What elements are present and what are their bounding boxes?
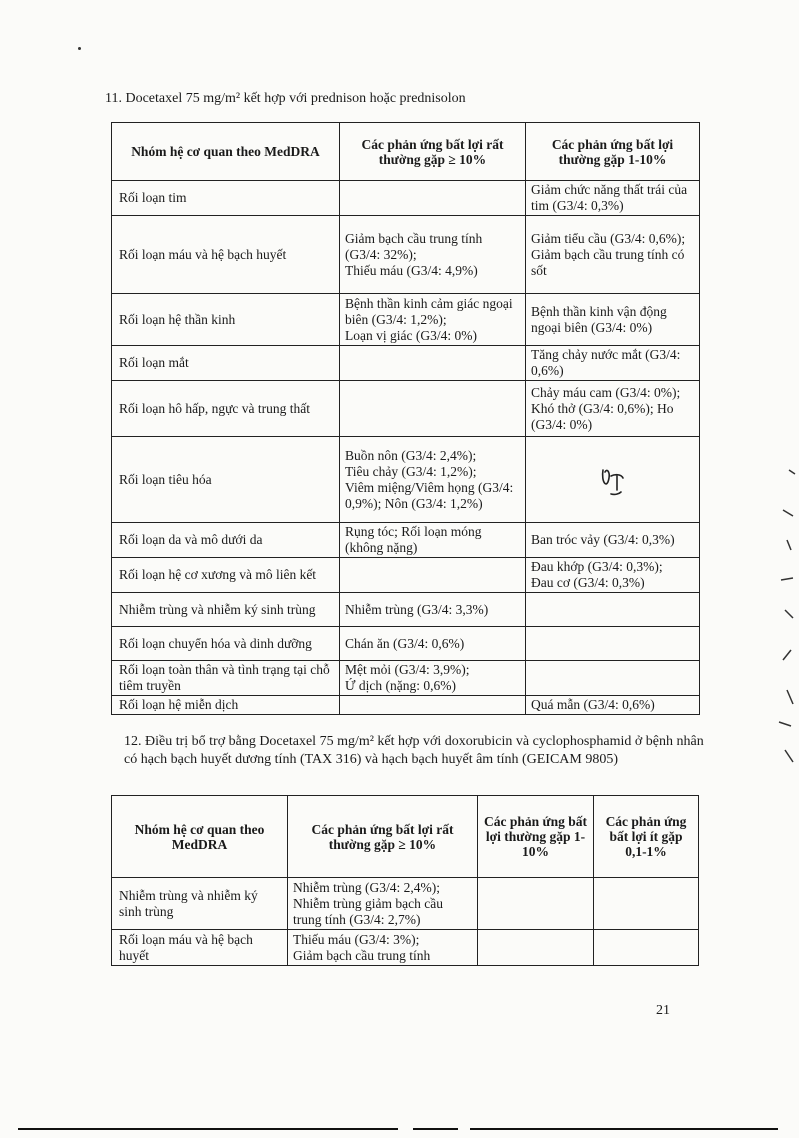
page-bottom-rule: [18, 1128, 778, 1130]
very-common-cell: Chán ăn (G3/4: 0,6%): [340, 627, 526, 661]
very-common-cell: Nhiễm trùng (G3/4: 2,4%); Nhiễm trùng giảm bạch cầu trung tính (G3/4: 2,7%): [288, 878, 478, 930]
organ-cell: Rối loạn máu và hệ bạch huyết: [112, 216, 340, 294]
common-cell: [478, 878, 594, 930]
organ-cell: Rối loạn máu và hệ bạch huyết: [112, 930, 288, 966]
table-row: [112, 216, 700, 294]
very-common-cell: [340, 381, 526, 437]
uncommon-cell: [594, 878, 699, 930]
common-cell: [526, 593, 700, 627]
very-common-cell: [340, 346, 526, 381]
table-row: [112, 627, 700, 661]
adverse-reactions-table-12: [111, 795, 699, 966]
signature-initial-icon: [593, 460, 633, 500]
table11-header-very-common: Các phản ứng bất lợi rất thường gặp ≥ 10%: [340, 123, 526, 181]
common-cell: Đau khớp (G3/4: 0,3%); Đau cơ (G3/4: 0,3%): [526, 558, 700, 593]
organ-cell: Rối loạn hệ miễn dịch: [112, 696, 340, 715]
scan-edge-artifact: [775, 460, 797, 780]
uncommon-cell: [594, 930, 699, 966]
common-cell: Bệnh thần kinh vận động ngoại biên (G3/4: 0%): [526, 294, 700, 346]
adverse-reactions-table-11: [111, 122, 700, 715]
very-common-cell: Nhiễm trùng (G3/4: 3,3%): [340, 593, 526, 627]
table-row: [112, 878, 699, 930]
common-cell: [526, 437, 700, 523]
common-cell: Giảm tiểu cầu (G3/4: 0,6%); Giảm bạch cầu trung tính có sốt: [526, 216, 700, 294]
very-common-cell: Mệt mỏi (G3/4: 3,9%); Ứ dịch (nặng: 0,6%): [340, 661, 526, 696]
very-common-cell: [340, 696, 526, 715]
organ-cell: Rối loạn chuyển hóa và dinh dưỡng: [112, 627, 340, 661]
organ-cell: Rối loạn hô hấp, ngực và trung thất: [112, 381, 340, 437]
table-row: [112, 661, 700, 696]
organ-cell: Rối loạn hệ cơ xương và mô liên kết: [112, 558, 340, 593]
table12-header-common: Các phản ứng bất lợi thường gặp 1-10%: [478, 796, 594, 878]
common-cell: Quá mẫn (G3/4: 0,6%): [526, 696, 700, 715]
organ-cell: Rối loạn mắt: [112, 346, 340, 381]
table-row: [112, 593, 700, 627]
very-common-cell: Thiếu máu (G3/4: 3%); Giảm bạch cầu trung tính: [288, 930, 478, 966]
table-row: [112, 930, 699, 966]
table-row: [112, 346, 700, 381]
common-cell: Chảy máu cam (G3/4: 0%); Khó thở (G3/4: 0,6%); Ho (G3/4: 0%): [526, 381, 700, 437]
very-common-cell: Giảm bạch cầu trung tính (G3/4: 32%); Thiếu máu (G3/4: 4,9%): [340, 216, 526, 294]
table-row: [112, 696, 700, 715]
very-common-cell: Bệnh thần kinh cảm giác ngoại biên (G3/4: 1,2%); Loạn vị giác (G3/4: 0%): [340, 294, 526, 346]
organ-cell: Rối loạn tim: [112, 181, 340, 216]
very-common-cell: [340, 558, 526, 593]
section-12-title: 12. Điều trị bổ trợ bằng Docetaxel 75 mg/m² kết hợp với doxorubicin và cyclophosphamid ở bệnh nhân có hạch bạch huyết dương tính (TAX 316) và hạch bạch huyết âm tính (GEICAM 9805): [124, 734, 704, 767]
section-11-title: 11. Docetaxel 75 mg/m² kết hợp với prednison hoặc prednisolon: [105, 91, 466, 106]
table-row: [112, 381, 700, 437]
very-common-cell: Rụng tóc; Rối loạn móng (không nặng): [340, 523, 526, 558]
very-common-cell: [340, 181, 526, 216]
organ-cell: Rối loạn toàn thân và tình trạng tại chỗ tiêm truyền: [112, 661, 340, 696]
common-cell: Giảm chức năng thất trái của tim (G3/4: 0,3%): [526, 181, 700, 216]
common-cell: Tăng chảy nước mắt (G3/4: 0,6%): [526, 346, 700, 381]
table-row: [112, 523, 700, 558]
organ-cell: Nhiễm trùng và nhiễm ký sinh trùng: [112, 878, 288, 930]
common-cell: [478, 930, 594, 966]
very-common-cell: Buồn nôn (G3/4: 2,4%); Tiêu chảy (G3/4: 1,2%); Viêm miệng/Viêm họng (G3/4: 0,9%); Nôn (G3/4: 1,2%): [340, 437, 526, 523]
table-row: [112, 181, 700, 216]
table12-header-uncommon: Các phản ứng bất lợi ít gặp 0,1-1%: [594, 796, 699, 878]
page-number: 21: [656, 1003, 670, 1018]
common-cell: [526, 627, 700, 661]
table-row: [112, 558, 700, 593]
common-cell: [526, 661, 700, 696]
organ-cell: Rối loạn da và mô dưới da: [112, 523, 340, 558]
organ-cell: Nhiễm trùng và nhiễm ký sinh trùng: [112, 593, 340, 627]
table12-header-very-common: Các phản ứng bất lợi rất thường gặp ≥ 10%: [288, 796, 478, 878]
common-cell: Ban tróc vảy (G3/4: 0,3%): [526, 523, 700, 558]
organ-cell: Rối loạn hệ thần kinh: [112, 294, 340, 346]
table-row: [112, 294, 700, 346]
table-row: [112, 437, 700, 523]
table11-header-common: Các phản ứng bất lợi thường gặp 1-10%: [526, 123, 700, 181]
table11-header-organ: Nhóm hệ cơ quan theo MedDRA: [112, 123, 340, 181]
organ-cell: Rối loạn tiêu hóa: [112, 437, 340, 523]
scan-speck: [78, 47, 81, 50]
table12-header-organ: Nhóm hệ cơ quan theo MedDRA: [112, 796, 288, 878]
